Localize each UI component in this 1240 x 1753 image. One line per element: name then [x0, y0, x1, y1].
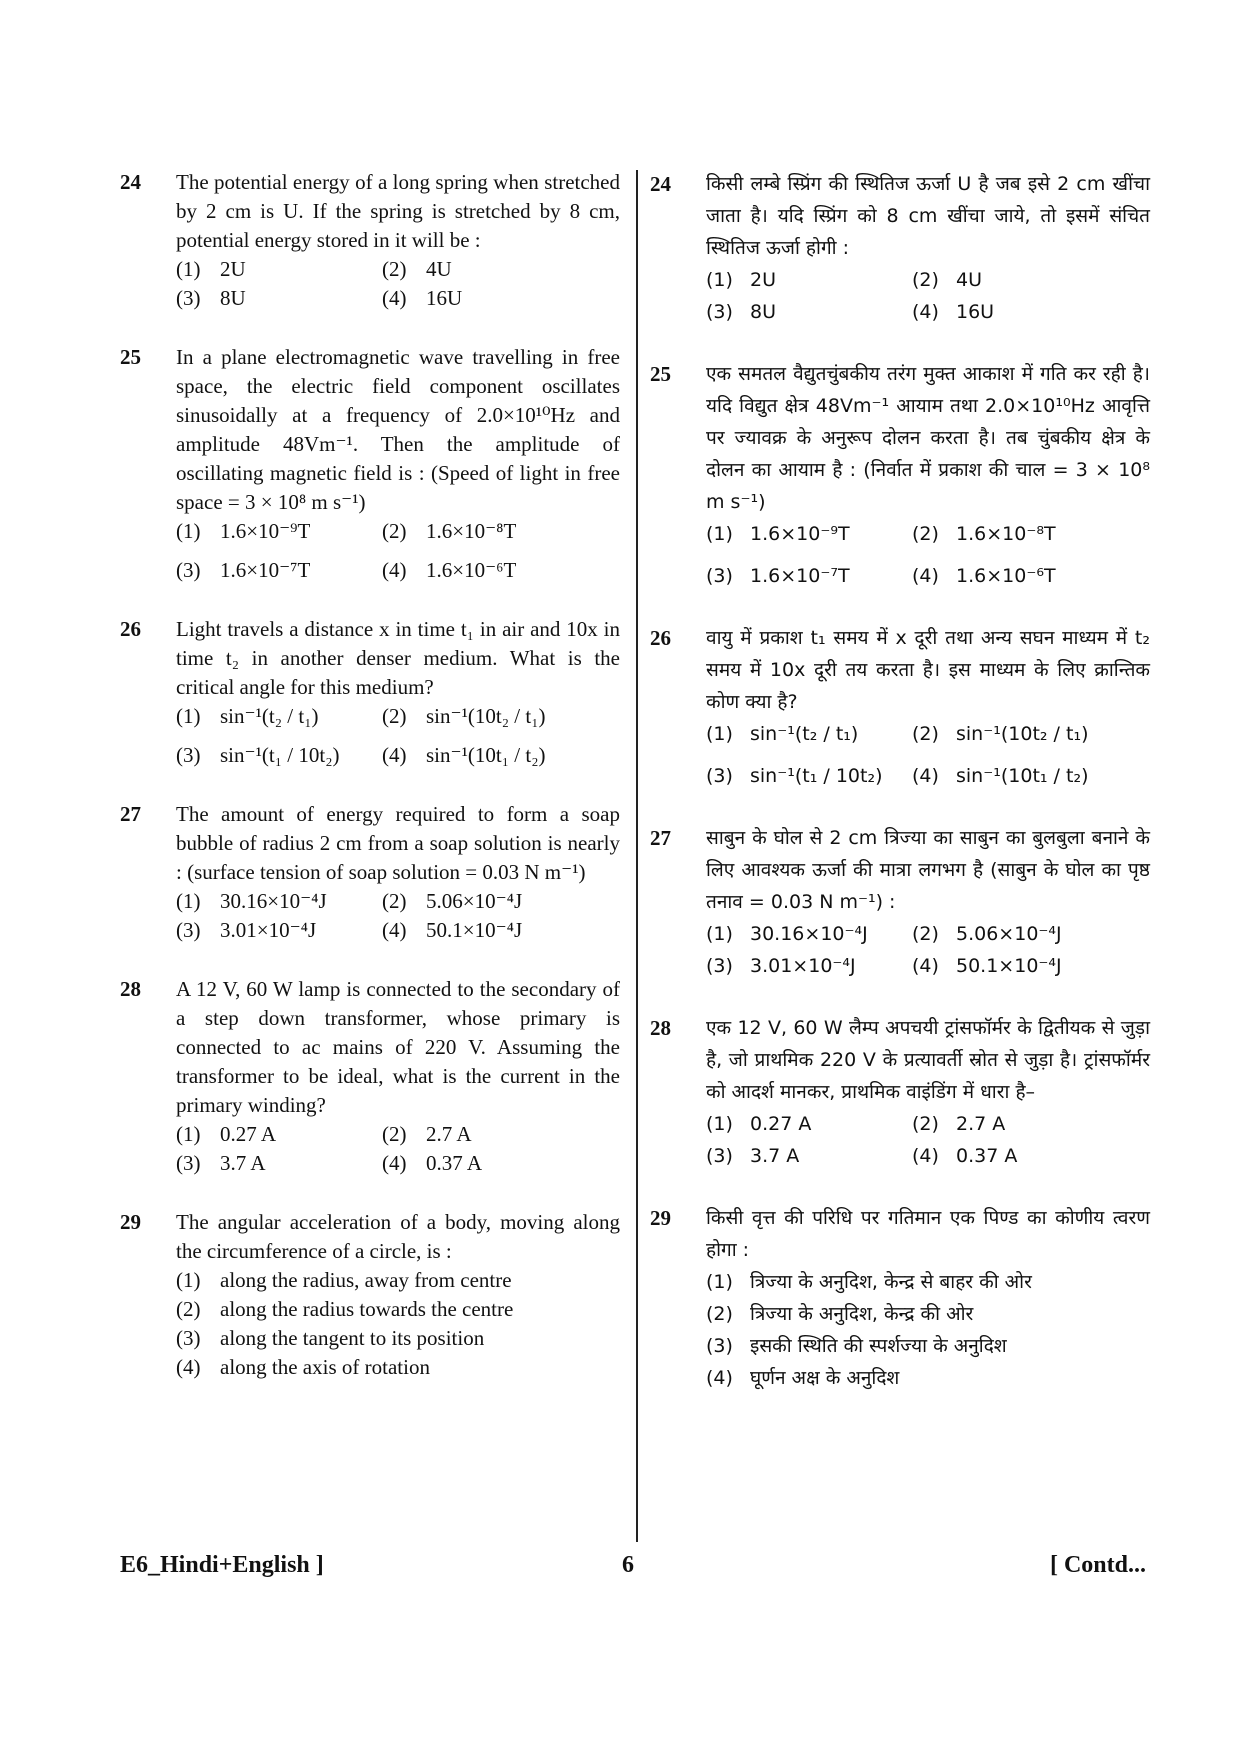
question-27-hi — [650, 822, 1150, 982]
option-4: (4) sin⁻¹(10t₁ / t₂) — [912, 765, 1089, 787]
english-column — [120, 168, 620, 1412]
option-4: (4) 1.6×10⁻⁶T — [912, 565, 1056, 587]
options — [706, 1266, 1150, 1394]
options — [176, 255, 620, 313]
question-number: 24 — [120, 170, 141, 194]
option-4: (4) 16U — [912, 301, 995, 323]
question-29-en — [120, 1208, 620, 1382]
option-3: (3) along the tangent to its position — [176, 1326, 485, 1350]
option-4: (4) 1.6×10⁻⁶T — [382, 558, 517, 582]
question-number: 25 — [650, 362, 671, 386]
option-3: (3) 3.01×10⁻⁴J — [176, 918, 317, 942]
question-24-en — [120, 168, 620, 313]
question-26-hi — [650, 622, 1150, 792]
question-text: A 12 V, 60 W lamp is connected to the secondary of a step down transformer, whose primary is connected to ac mains of 220 V. Assuming the transformer to be ideal, what is the current in the primary winding? — [176, 977, 620, 1117]
question-text: वायु में प्रकाश t₁ समय में x दूरी तथा अन्य सघन माध्यम में t₂ समय में 10x दूरी तय करता है। इस माध्यम के लिए क्रान्तिक कोण क्या है? — [706, 627, 1150, 713]
option-3: (3) 3.7 A — [176, 1151, 266, 1175]
option-3: (3) 1.6×10⁻⁷T — [706, 565, 850, 587]
question-27-en — [120, 800, 620, 945]
option-1: (1) 2U — [176, 257, 246, 281]
option-4: (4) 16U — [382, 286, 463, 310]
option-1: (1) 0.27 A — [176, 1122, 277, 1146]
question-number: 26 — [650, 626, 671, 650]
question-29-hi — [650, 1202, 1150, 1394]
options — [706, 1108, 1150, 1172]
option-2: (2) 4U — [382, 257, 452, 281]
option-1: (1) along the radius, away from centre — [176, 1268, 512, 1292]
option-3: (3) 8U — [706, 301, 776, 323]
option-3: (3) 3.7 A — [706, 1145, 800, 1167]
question-number: 25 — [120, 345, 141, 369]
question-number: 28 — [650, 1016, 671, 1040]
option-2: (2) 2.7 A — [912, 1113, 1006, 1135]
question-28-en — [120, 975, 620, 1178]
option-3: (3) इसकी स्थिति की स्पर्शज्या के अनुदिश — [706, 1335, 1007, 1357]
option-3: (3) 8U — [176, 286, 246, 310]
question-24-hi — [650, 168, 1150, 328]
column-divider — [636, 170, 638, 1542]
option-4: (4) 0.37 A — [382, 1151, 483, 1175]
option-3: (3) 1.6×10⁻⁷T — [176, 558, 311, 582]
options — [176, 887, 620, 945]
question-number: 26 — [120, 617, 141, 641]
option-2: (2) 5.06×10⁻⁴J — [912, 923, 1062, 945]
options — [706, 718, 1150, 792]
option-1: (1) 1.6×10⁻⁹T — [176, 519, 311, 543]
hindi-column — [650, 168, 1150, 1424]
option-1: (1) 30.16×10⁻⁴J — [706, 923, 868, 945]
question-text: The amount of energy required to form a soap bubble of radius 2 cm from a soap solution is nearly : (surface tension of soap solution = 0.03 N m⁻¹) — [176, 802, 620, 884]
option-3: (3) sin⁻¹(t₁ / 10t₂) — [176, 743, 340, 767]
options — [706, 264, 1150, 328]
options — [176, 1266, 620, 1382]
page-number: 6 — [622, 1552, 634, 1578]
option-2: (2) 1.6×10⁻⁸T — [912, 523, 1056, 545]
options — [176, 517, 620, 585]
option-2: (2) sin⁻¹(10t₂ / t₁) — [912, 723, 1089, 745]
question-text: The angular acceleration of a body, moving along the circumference of a circle, is : — [176, 1210, 620, 1263]
option-2: (2) त्रिज्या के अनुदिश, केन्द्र की ओर — [706, 1303, 974, 1325]
option-1: (1) 2U — [706, 269, 776, 291]
question-number: 29 — [120, 1210, 141, 1234]
options — [706, 518, 1150, 592]
paper-code: E6_Hindi+English ] — [120, 1552, 324, 1578]
question-text: किसी वृत्त की परिधि पर गतिमान एक पिण्ड का कोणीय त्वरण होगा : — [706, 1207, 1150, 1261]
page-footer — [120, 1552, 1146, 1588]
question-text: साबुन के घोल से 2 cm त्रिज्या का साबुन का बुलबुला बनाने के लिए आवश्यक ऊर्जा की मात्रा लगभग है (साबुन के घोल का पृष्ठ तनाव = 0.03 N m⁻¹) : — [706, 827, 1150, 913]
option-2: (2) 5.06×10⁻⁴J — [382, 889, 523, 913]
option-4: (4) 0.37 A — [912, 1145, 1018, 1167]
question-text: In a plane electromagnetic wave travelling in free space, the electric field component oscillates sinusoidally at a frequency of 2.0×10¹⁰Hz and amplitude 48Vm⁻¹. Then the amplitude of oscillating magnetic field is : (Speed of light in free space = 3 × 10⁸ m s⁻¹) — [176, 345, 620, 514]
option-4: (4) 50.1×10⁻⁴J — [912, 955, 1062, 977]
option-1: (1) sin⁻¹(t₂ / t₁) — [176, 704, 319, 728]
question-text: The potential energy of a long spring when stretched by 2 cm is U. If the spring is stretched by 8 cm, potential energy stored in it will be : — [176, 170, 620, 252]
option-2: (2) 4U — [912, 269, 982, 291]
question-number: 27 — [120, 802, 141, 826]
option-1: (1) 30.16×10⁻⁴J — [176, 889, 327, 913]
question-25-hi — [650, 358, 1150, 592]
option-1: (1) 1.6×10⁻⁹T — [706, 523, 850, 545]
question-text: एक 12 V, 60 W लैम्प अपचयी ट्रांसफॉर्मर के द्वितीयक से जुड़ा है, जो प्राथमिक 220 V के प्रत्यावर्ती स्रोत से जुड़ा है। ट्रांसफॉर्मर को आदर्श मानकर, प्राथमिक वाइंडिंग में धारा है– — [706, 1017, 1150, 1103]
continued-label: [ Contd... — [1049, 1552, 1146, 1578]
option-1: (1) sin⁻¹(t₂ / t₁) — [706, 723, 859, 745]
question-number: 28 — [120, 977, 141, 1001]
option-2: (2) 1.6×10⁻⁸T — [382, 519, 517, 543]
option-2: (2) 2.7 A — [382, 1122, 472, 1146]
question-text: किसी लम्बे स्प्रिंग की स्थितिज ऊर्जा U है जब इसे 2 cm खींचा जाता है। यदि स्प्रिंग को 8 cm खींचा जाये, तो इसमें संचित स्थितिज ऊर्जा होगी : — [706, 173, 1150, 259]
question-25-en — [120, 343, 620, 585]
question-28-hi — [650, 1012, 1150, 1172]
option-3: (3) sin⁻¹(t₁ / 10t₂) — [706, 765, 883, 787]
question-number: 27 — [650, 826, 671, 850]
option-4: (4) sin⁻¹(10t₁ / t₂) — [382, 743, 546, 767]
options — [176, 702, 620, 770]
option-3: (3) 3.01×10⁻⁴J — [706, 955, 856, 977]
question-text: Light travels a distance x in time t₁ in air and 10x in time t₂ in another denser medium. What is the critical angle for this medium? — [176, 617, 620, 699]
options — [706, 918, 1150, 982]
option-1: (1) 0.27 A — [706, 1113, 812, 1135]
question-text: एक समतल वैद्युतचुंबकीय तरंग मुक्त आकाश में गति कर रही है। यदि विद्युत क्षेत्र 48Vm⁻¹ आयाम तथा 2.0×10¹⁰Hz आवृत्ति पर ज्यावक्र के अनुरूप दोलन करता है। तब चुंबकीय क्षेत्र के दोलन का आयाम है : (निर्वात में प्रकाश की चाल = 3 × 10⁸ m s⁻¹) — [706, 363, 1150, 513]
question-26-en — [120, 615, 620, 770]
options — [176, 1120, 620, 1178]
option-4: (4) घूर्णन अक्ष के अनुदिश — [706, 1367, 900, 1389]
question-number: 24 — [650, 172, 671, 196]
option-4: (4) along the axis of rotation — [176, 1355, 430, 1379]
option-4: (4) 50.1×10⁻⁴J — [382, 918, 523, 942]
option-2: (2) sin⁻¹(10t₂ / t₁) — [382, 704, 546, 728]
question-number: 29 — [650, 1206, 671, 1230]
option-1: (1) त्रिज्या के अनुदिश, केन्द्र से बाहर की ओर — [706, 1271, 1032, 1293]
option-2: (2) along the radius towards the centre — [176, 1297, 514, 1321]
